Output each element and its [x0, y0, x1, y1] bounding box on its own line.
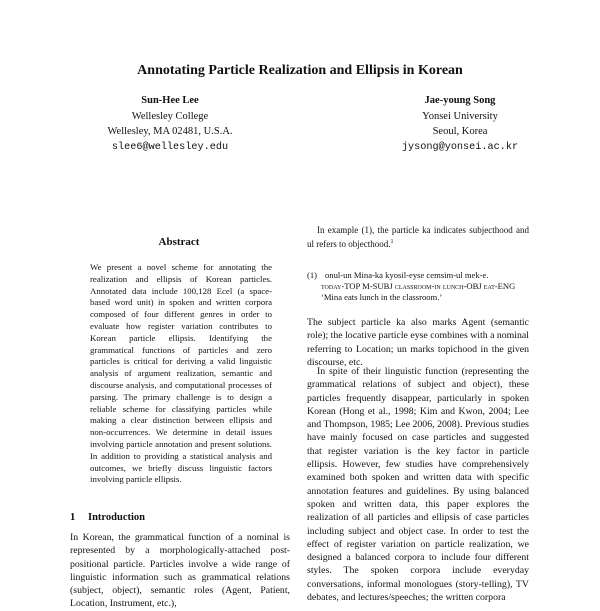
author-name: Jae-young Song [424, 95, 496, 106]
abstract-text: We present a novel scheme for annotating the realization and ellipsis of Korean particles. Annotated data include 100,128 Ecel (a space-based word unit) in spoken and written corpora composed of four different genres in order to evaluate how register variation contributes to Korean particle ellipsis. Identifying the grammatical functions of particles and zero particles is critical for deriving a valid linguistic analysis of argument realization, semantic and discourse analysis, and computational processes of parsing. The primary challenge is to design a reliable scheme for classifying particles while making a clear distinction between ellipsis and non-occurrences. We determine in detail issues involving particle annotation and present solutions. In addition to providing a statistical analysis and outcomes, we briefly discuss linguistic factors involving particle ellipsis. [90, 262, 272, 485]
right-intro-text: In example (1), the particle ka indicates subjecthood and ul refers to objecthood. [307, 225, 529, 249]
paragraph-2: In spite of their linguistic function (representing the grammatical relations of subject and object), these particles frequently disappear, particularly in spoken Korean (Hong et al., 1998; Kim and Kwon, 2004; Lee and Thompson, 1985; Lee 2006, 2008). Previous studies have mainly focused on case particles and suggested that register variation is the key factor in particle ellipsis. However, few studies have comprehensively examined both spoken and written data with specific annotation features and guidelines. By using balanced spoken and written data, this paper explores the realization of all particles and ellipsis of case particles including subject and object case. In order to test the effect of register variation on particle realization, we designed a balanced corpora to include four different styles. The spoken corpora include everyday conversations, informal monologues (story-telling), TV debates, and lectures/speeches; the written corpora [307, 366, 529, 604]
author-address: Wellesley, MA 02481, U.S.A. [107, 126, 233, 137]
example-line-gloss: today-TOP M-SUBJ classroom-in lunch-OBJ eat-ENG [321, 281, 516, 292]
example-number: (1) [307, 270, 318, 280]
example-line-korean [307, 270, 529, 281]
author-address: Seoul, Korea [432, 126, 488, 137]
section-number: 1 [70, 512, 76, 523]
author-block-2 [345, 93, 575, 155]
author-email: slee6@wellesley.edu [111, 141, 229, 153]
intro-paragraph: In Korean, the grammatical function of a nominal is represented by a morphologically-attached post-positional particle. Particles involve a wide range of linguistic information such as grammatical relations (subject, object), semantic roles (Agent, Patient, Location, Instrument, etc.), [70, 532, 290, 610]
author-affiliation: Wellesley College [131, 110, 209, 122]
abstract-heading: Abstract [158, 236, 200, 248]
example-text: onul-un Mina-ka kyosil-eyse cemsim-ul mek-e. [325, 270, 489, 280]
footnote-mark: 1 [390, 239, 394, 245]
section-title: Introduction [88, 512, 145, 523]
paper-title: Annotating Particle Realization and Ellipsis in Korean [137, 63, 463, 78]
paragraph-1: The subject particle ka also marks Agent (semantic role); the locative particle eyse combines with a nominal referring to Location; un marks topichood in the given discourse, etc. [307, 317, 529, 368]
author-name: Sun-Hee Lee [141, 95, 199, 106]
author-email: jysong@yonsei.ac.kr [401, 141, 519, 153]
right-intro-paragraph [307, 224, 529, 250]
example-line-translation: ‘Mina eats lunch in the classroom.’ [321, 292, 443, 303]
author-affiliation: Yonsei University [422, 110, 498, 122]
example-block [307, 270, 529, 304]
author-block-1 [55, 93, 285, 155]
section-heading [70, 512, 145, 523]
